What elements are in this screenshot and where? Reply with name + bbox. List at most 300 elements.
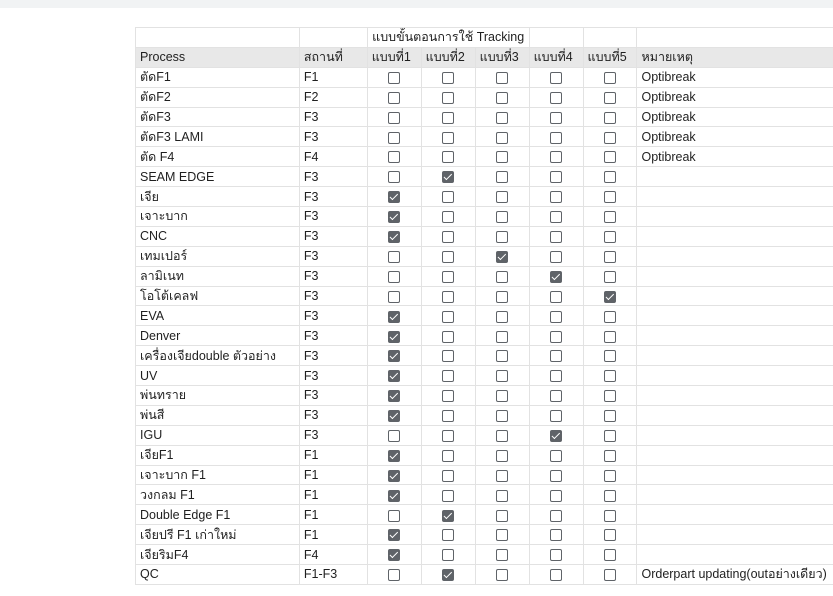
checkbox[interactable] xyxy=(550,72,562,84)
type-1-cell xyxy=(367,326,421,346)
type-3-cell xyxy=(475,525,529,545)
process-cell[interactable]: ตัดF3 xyxy=(136,107,300,127)
process-cell[interactable]: เจียF1 xyxy=(136,445,300,465)
checkbox[interactable] xyxy=(388,390,400,402)
type-2-cell xyxy=(421,207,475,227)
checkbox[interactable] xyxy=(550,251,562,263)
checkbox[interactable] xyxy=(550,132,562,144)
type-5-cell xyxy=(583,366,637,386)
checkbox[interactable] xyxy=(388,350,400,362)
checkbox[interactable] xyxy=(550,171,562,183)
checkbox[interactable] xyxy=(496,490,508,502)
header-type-1[interactable]: แบบที่1 xyxy=(367,47,421,67)
type-2-cell xyxy=(421,167,475,187)
checkbox[interactable] xyxy=(442,151,454,163)
note-cell[interactable] xyxy=(637,187,833,207)
checkbox[interactable] xyxy=(550,510,562,522)
location-cell[interactable]: F1 xyxy=(299,445,367,465)
checkbox[interactable] xyxy=(496,370,508,382)
checkbox[interactable] xyxy=(442,350,454,362)
checkbox[interactable] xyxy=(604,390,616,402)
header-note[interactable]: หมายเหตุ xyxy=(637,47,833,67)
checkbox[interactable] xyxy=(442,549,454,561)
process-cell[interactable]: SEAM EDGE xyxy=(136,167,300,187)
checkbox[interactable] xyxy=(496,191,508,203)
checkbox[interactable] xyxy=(442,72,454,84)
checkbox[interactable] xyxy=(442,171,454,183)
tracking-group-label[interactable]: แบบขั้นตอนการใช้ Tracking xyxy=(367,28,529,48)
type-1-cell xyxy=(367,266,421,286)
checkbox[interactable] xyxy=(496,291,508,303)
checkbox[interactable] xyxy=(604,510,616,522)
checkbox[interactable] xyxy=(388,151,400,163)
cell-empty[interactable] xyxy=(637,28,833,48)
checkbox[interactable] xyxy=(496,211,508,223)
location-cell[interactable]: F2 xyxy=(299,87,367,107)
checkbox[interactable] xyxy=(550,450,562,462)
checkbox[interactable] xyxy=(442,490,454,502)
checkbox[interactable] xyxy=(550,151,562,163)
checkbox[interactable] xyxy=(496,410,508,422)
type-5-cell xyxy=(583,87,637,107)
checkbox[interactable] xyxy=(496,231,508,243)
checkbox[interactable] xyxy=(550,490,562,502)
table-row xyxy=(136,525,833,545)
checkbox[interactable] xyxy=(388,370,400,382)
type-1-cell xyxy=(367,246,421,266)
checkbox[interactable] xyxy=(388,490,400,502)
group-header-row xyxy=(136,28,833,48)
type-1-cell xyxy=(367,545,421,565)
checkbox[interactable] xyxy=(388,529,400,541)
checkbox[interactable] xyxy=(388,549,400,561)
checkbox[interactable] xyxy=(604,191,616,203)
checkbox[interactable] xyxy=(550,470,562,482)
location-cell[interactable]: F3 xyxy=(299,167,367,187)
process-cell[interactable]: โอโต้เคลฟ xyxy=(136,286,300,306)
checkbox[interactable] xyxy=(604,430,616,442)
process-cell[interactable]: วงกลม F1 xyxy=(136,485,300,505)
checkbox[interactable] xyxy=(550,529,562,541)
type-4-cell xyxy=(529,445,583,465)
note-cell[interactable] xyxy=(637,465,833,485)
checkbox[interactable] xyxy=(604,410,616,422)
process-cell[interactable]: ลามิเนท xyxy=(136,266,300,286)
type-4-cell xyxy=(529,326,583,346)
checkbox[interactable] xyxy=(442,510,454,522)
checkbox[interactable] xyxy=(496,331,508,343)
checkbox[interactable] xyxy=(388,72,400,84)
type-2-cell xyxy=(421,127,475,147)
note-cell[interactable] xyxy=(637,386,833,406)
table-row xyxy=(136,405,833,425)
type-5-cell xyxy=(583,286,637,306)
checkbox[interactable] xyxy=(496,510,508,522)
checkbox[interactable] xyxy=(604,291,616,303)
checkbox[interactable] xyxy=(604,549,616,561)
checkbox[interactable] xyxy=(550,112,562,124)
type-3-cell xyxy=(475,147,529,167)
note-cell[interactable]: Optibreak xyxy=(637,107,833,127)
cell-empty[interactable] xyxy=(529,28,583,48)
type-5-cell xyxy=(583,565,637,585)
type-3-cell xyxy=(475,187,529,207)
location-cell[interactable]: F1 xyxy=(299,485,367,505)
process-cell[interactable]: เครื่องเจียdouble ตัวอย่าง xyxy=(136,346,300,366)
process-cell[interactable]: IGU xyxy=(136,425,300,445)
checkbox[interactable] xyxy=(442,311,454,323)
type-3-cell xyxy=(475,207,529,227)
checkbox[interactable] xyxy=(604,171,616,183)
note-cell[interactable] xyxy=(637,445,833,465)
checkbox[interactable] xyxy=(604,231,616,243)
location-cell[interactable]: F1 xyxy=(299,465,367,485)
location-cell[interactable]: F3 xyxy=(299,306,367,326)
table-row xyxy=(136,565,833,585)
type-3-cell xyxy=(475,505,529,525)
type-5-cell xyxy=(583,346,637,366)
checkbox[interactable] xyxy=(442,271,454,283)
location-cell[interactable]: F1 xyxy=(299,505,367,525)
type-2-cell xyxy=(421,326,475,346)
process-cell[interactable]: Denver xyxy=(136,326,300,346)
type-4-cell xyxy=(529,505,583,525)
type-4-cell xyxy=(529,565,583,585)
checkbox[interactable] xyxy=(550,231,562,243)
table-row xyxy=(136,485,833,505)
checkbox[interactable] xyxy=(442,470,454,482)
checkbox[interactable] xyxy=(604,132,616,144)
checkbox[interactable] xyxy=(604,450,616,462)
checkbox[interactable] xyxy=(388,569,400,581)
type-1-cell xyxy=(367,425,421,445)
note-cell[interactable] xyxy=(637,306,833,326)
cell-empty[interactable] xyxy=(136,28,300,48)
checkbox[interactable] xyxy=(496,251,508,263)
checkbox[interactable] xyxy=(550,569,562,581)
location-cell[interactable]: F3 xyxy=(299,207,367,227)
checkbox[interactable] xyxy=(550,92,562,104)
checkbox[interactable] xyxy=(442,251,454,263)
checkbox[interactable] xyxy=(388,311,400,323)
type-5-cell xyxy=(583,207,637,227)
type-5-cell xyxy=(583,67,637,87)
note-cell[interactable] xyxy=(637,405,833,425)
checkbox[interactable] xyxy=(604,311,616,323)
type-3-cell xyxy=(475,366,529,386)
checkbox[interactable] xyxy=(442,211,454,223)
type-1-cell xyxy=(367,147,421,167)
checkbox[interactable] xyxy=(550,370,562,382)
checkbox[interactable] xyxy=(604,529,616,541)
type-1-cell xyxy=(367,346,421,366)
process-cell[interactable]: เจาะบาก xyxy=(136,207,300,227)
type-3-cell xyxy=(475,306,529,326)
checkbox[interactable] xyxy=(604,350,616,362)
note-cell[interactable] xyxy=(637,226,833,246)
process-cell[interactable]: ตัดF1 xyxy=(136,67,300,87)
location-cell[interactable]: F3 xyxy=(299,107,367,127)
checkbox[interactable] xyxy=(496,430,508,442)
location-cell[interactable]: F3 xyxy=(299,386,367,406)
checkbox[interactable] xyxy=(604,490,616,502)
checkbox[interactable] xyxy=(442,370,454,382)
checkbox[interactable] xyxy=(604,251,616,263)
checkbox[interactable] xyxy=(442,529,454,541)
header-type-3[interactable]: แบบที่3 xyxy=(475,47,529,67)
note-cell[interactable]: Optibreak xyxy=(637,67,833,87)
table-row xyxy=(136,187,833,207)
checkbox[interactable] xyxy=(388,271,400,283)
process-cell[interactable]: ตัดF3 LAMI xyxy=(136,127,300,147)
location-cell[interactable]: F4 xyxy=(299,147,367,167)
checkbox[interactable] xyxy=(388,171,400,183)
checkbox[interactable] xyxy=(442,430,454,442)
checkbox[interactable] xyxy=(550,331,562,343)
location-cell[interactable]: F3 xyxy=(299,266,367,286)
process-cell[interactable]: Double Edge F1 xyxy=(136,505,300,525)
process-cell[interactable]: พ่นทราย xyxy=(136,386,300,406)
table-row xyxy=(136,246,833,266)
type-3-cell xyxy=(475,386,529,406)
type-4-cell xyxy=(529,187,583,207)
checkbox[interactable] xyxy=(388,231,400,243)
location-cell[interactable]: F3 xyxy=(299,127,367,147)
checkbox[interactable] xyxy=(442,291,454,303)
note-cell[interactable]: Optibreak xyxy=(637,87,833,107)
note-cell[interactable] xyxy=(637,326,833,346)
table-row xyxy=(136,286,833,306)
checkbox[interactable] xyxy=(496,390,508,402)
type-1-cell xyxy=(367,226,421,246)
note-cell[interactable] xyxy=(637,286,833,306)
table-row xyxy=(136,326,833,346)
location-cell[interactable]: F4 xyxy=(299,545,367,565)
note-cell[interactable] xyxy=(637,266,833,286)
checkbox[interactable] xyxy=(442,92,454,104)
process-cell[interactable]: เจียปรี F1 เก่าใหม่ xyxy=(136,525,300,545)
checkbox[interactable] xyxy=(388,251,400,263)
process-cell[interactable]: ตัดF2 xyxy=(136,87,300,107)
note-cell[interactable]: Optibreak xyxy=(637,147,833,167)
process-cell[interactable]: เจียริมF4 xyxy=(136,545,300,565)
checkbox[interactable] xyxy=(550,291,562,303)
checkbox[interactable] xyxy=(604,92,616,104)
header-process[interactable]: Process xyxy=(136,47,300,67)
checkbox[interactable] xyxy=(388,510,400,522)
table-row xyxy=(136,87,833,107)
location-cell[interactable]: F1-F3 xyxy=(299,565,367,585)
note-cell[interactable] xyxy=(637,246,833,266)
note-cell[interactable] xyxy=(637,425,833,445)
checkbox[interactable] xyxy=(496,132,508,144)
location-cell[interactable]: F3 xyxy=(299,246,367,266)
checkbox[interactable] xyxy=(496,549,508,561)
header-type-2[interactable]: แบบที่2 xyxy=(421,47,475,67)
type-5-cell xyxy=(583,147,637,167)
checkbox[interactable] xyxy=(388,211,400,223)
checkbox[interactable] xyxy=(550,211,562,223)
checkbox[interactable] xyxy=(496,569,508,581)
cell-empty[interactable] xyxy=(299,28,367,48)
checkbox[interactable] xyxy=(496,171,508,183)
header-location[interactable]: สถานที่ xyxy=(299,47,367,67)
checkbox[interactable] xyxy=(550,430,562,442)
checkbox[interactable] xyxy=(550,191,562,203)
checkbox[interactable] xyxy=(496,470,508,482)
process-cell[interactable]: เจีย xyxy=(136,187,300,207)
type-2-cell xyxy=(421,425,475,445)
type-2-cell xyxy=(421,346,475,366)
checkbox[interactable] xyxy=(388,331,400,343)
type-5-cell xyxy=(583,505,637,525)
header-type-5[interactable]: แบบที่5 xyxy=(583,47,637,67)
type-2-cell xyxy=(421,306,475,326)
checkbox[interactable] xyxy=(388,410,400,422)
type-2-cell xyxy=(421,405,475,425)
checkbox[interactable] xyxy=(604,331,616,343)
note-cell[interactable] xyxy=(637,485,833,505)
type-3-cell xyxy=(475,107,529,127)
checkbox[interactable] xyxy=(442,569,454,581)
checkbox[interactable] xyxy=(388,132,400,144)
note-cell[interactable] xyxy=(637,366,833,386)
checkbox[interactable] xyxy=(442,331,454,343)
type-4-cell xyxy=(529,465,583,485)
type-1-cell xyxy=(367,207,421,227)
process-cell[interactable]: UV xyxy=(136,366,300,386)
note-cell[interactable] xyxy=(637,167,833,187)
type-5-cell xyxy=(583,167,637,187)
header-type-4[interactable]: แบบที่4 xyxy=(529,47,583,67)
checkbox[interactable] xyxy=(388,470,400,482)
checkbox[interactable] xyxy=(604,470,616,482)
checkbox[interactable] xyxy=(388,92,400,104)
checkbox[interactable] xyxy=(442,231,454,243)
checkbox[interactable] xyxy=(388,430,400,442)
checkbox[interactable] xyxy=(604,569,616,581)
type-5-cell xyxy=(583,246,637,266)
location-cell[interactable]: F1 xyxy=(299,525,367,545)
checkbox[interactable] xyxy=(496,92,508,104)
type-5-cell xyxy=(583,326,637,346)
type-3-cell xyxy=(475,226,529,246)
table-row xyxy=(136,366,833,386)
type-2-cell xyxy=(421,147,475,167)
checkbox[interactable] xyxy=(442,450,454,462)
checkbox[interactable] xyxy=(604,72,616,84)
type-5-cell xyxy=(583,485,637,505)
type-1-cell xyxy=(367,286,421,306)
type-1-cell xyxy=(367,525,421,545)
checkbox[interactable] xyxy=(550,410,562,422)
checkbox[interactable] xyxy=(496,350,508,362)
type-4-cell xyxy=(529,167,583,187)
checkbox[interactable] xyxy=(442,132,454,144)
type-1-cell xyxy=(367,67,421,87)
checkbox[interactable] xyxy=(550,350,562,362)
location-cell[interactable]: F3 xyxy=(299,366,367,386)
checkbox[interactable] xyxy=(496,450,508,462)
checkbox[interactable] xyxy=(550,271,562,283)
type-2-cell xyxy=(421,366,475,386)
note-cell[interactable] xyxy=(637,346,833,366)
checkbox[interactable] xyxy=(496,271,508,283)
type-5-cell xyxy=(583,306,637,326)
note-cell[interactable] xyxy=(637,545,833,565)
checkbox[interactable] xyxy=(550,390,562,402)
type-4-cell xyxy=(529,306,583,326)
location-cell[interactable]: F3 xyxy=(299,405,367,425)
location-cell[interactable]: F3 xyxy=(299,346,367,366)
checkbox[interactable] xyxy=(604,151,616,163)
column-header-row xyxy=(136,47,833,67)
note-cell[interactable] xyxy=(637,505,833,525)
type-1-cell xyxy=(367,485,421,505)
type-4-cell xyxy=(529,485,583,505)
process-cell[interactable]: เทมเปอร์ xyxy=(136,246,300,266)
note-cell[interactable]: Optibreak xyxy=(637,127,833,147)
checkbox[interactable] xyxy=(496,151,508,163)
type-4-cell xyxy=(529,107,583,127)
location-cell[interactable]: F3 xyxy=(299,326,367,346)
checkbox[interactable] xyxy=(442,191,454,203)
checkbox[interactable] xyxy=(550,311,562,323)
type-3-cell xyxy=(475,127,529,147)
checkbox[interactable] xyxy=(388,291,400,303)
location-cell[interactable]: F1 xyxy=(299,67,367,87)
checkbox[interactable] xyxy=(550,549,562,561)
checkbox[interactable] xyxy=(604,211,616,223)
table-row xyxy=(136,266,833,286)
location-cell[interactable]: F3 xyxy=(299,187,367,207)
cell-empty[interactable] xyxy=(583,28,637,48)
location-cell[interactable]: F3 xyxy=(299,226,367,246)
checkbox[interactable] xyxy=(442,112,454,124)
location-cell[interactable]: F3 xyxy=(299,425,367,445)
checkbox[interactable] xyxy=(496,311,508,323)
process-cell[interactable]: EVA xyxy=(136,306,300,326)
type-1-cell xyxy=(367,386,421,406)
checkbox[interactable] xyxy=(442,390,454,402)
checkbox[interactable] xyxy=(604,370,616,382)
table-row xyxy=(136,167,833,187)
checkbox[interactable] xyxy=(496,112,508,124)
process-cell[interactable]: CNC xyxy=(136,226,300,246)
process-cell[interactable]: พ่นสี xyxy=(136,405,300,425)
checkbox[interactable] xyxy=(496,72,508,84)
location-cell[interactable]: F3 xyxy=(299,286,367,306)
checkbox[interactable] xyxy=(496,529,508,541)
checkbox[interactable] xyxy=(388,450,400,462)
type-3-cell xyxy=(475,545,529,565)
note-cell[interactable]: Orderpart updating(outอย่างเดียว) xyxy=(637,565,833,585)
checkbox[interactable] xyxy=(604,271,616,283)
process-cell[interactable]: เจาะบาก F1 xyxy=(136,465,300,485)
note-cell[interactable] xyxy=(637,525,833,545)
checkbox[interactable] xyxy=(388,112,400,124)
note-cell[interactable] xyxy=(637,207,833,227)
process-cell[interactable]: ตัด F4 xyxy=(136,147,300,167)
process-cell[interactable]: QC xyxy=(136,565,300,585)
type-2-cell xyxy=(421,445,475,465)
checkbox[interactable] xyxy=(388,191,400,203)
type-1-cell xyxy=(367,465,421,485)
checkbox[interactable] xyxy=(442,410,454,422)
checkbox[interactable] xyxy=(604,112,616,124)
type-2-cell xyxy=(421,386,475,406)
type-4-cell xyxy=(529,87,583,107)
